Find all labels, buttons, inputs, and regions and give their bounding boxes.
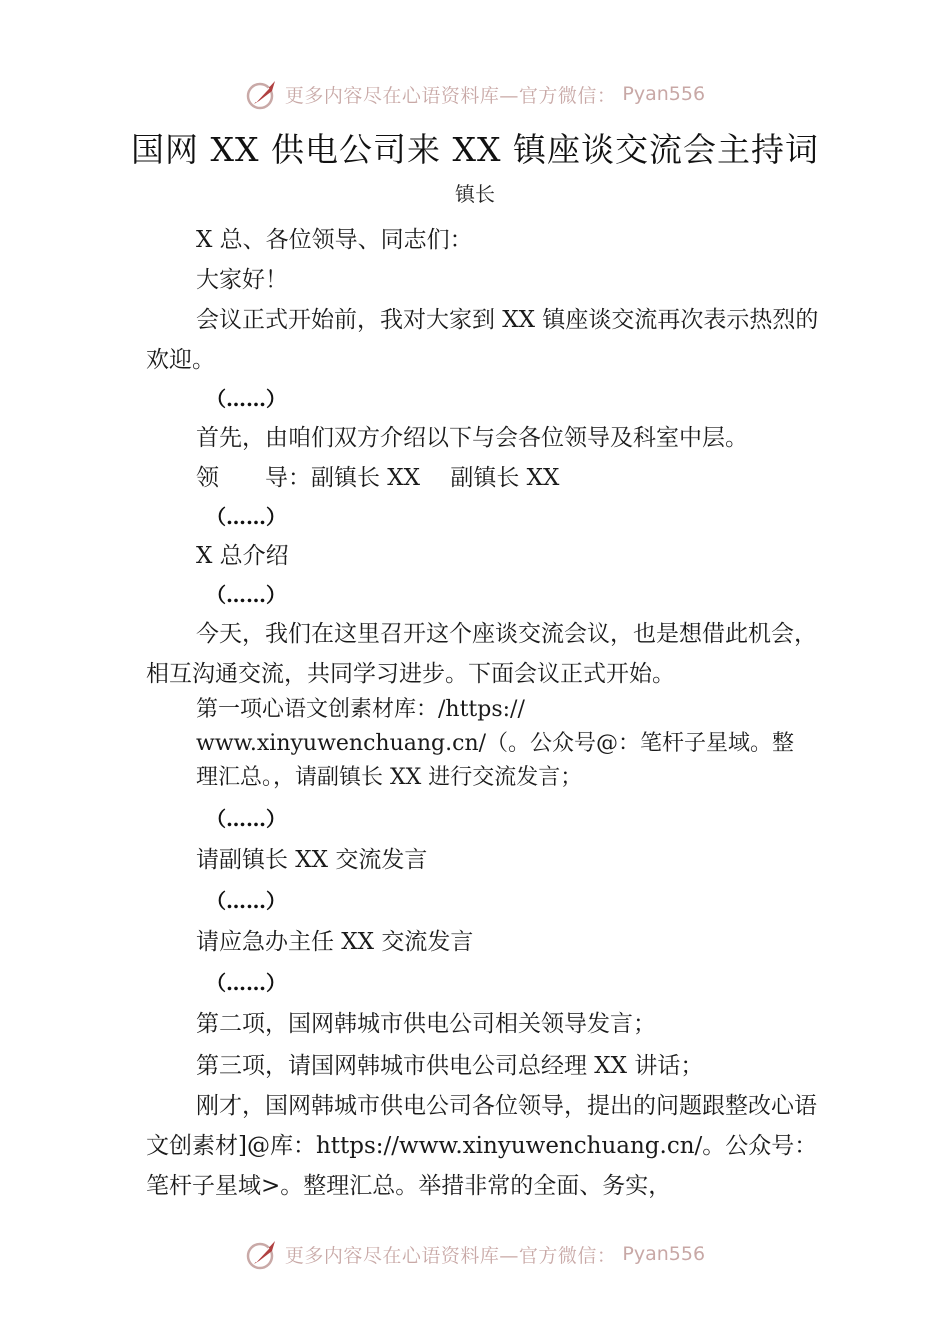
ellipsis-line: （……） bbox=[206, 889, 286, 913]
closing-paragraph: 刚才，国网韩城市供电公司各位领导，提出的问题跟整改心语文创素材]@库：https://www.xinyuwenchuang.cn/。公众号：笔杆子星域>。整理汇总。举措非常的全面、务实， bbox=[146, 1093, 818, 1199]
today-paragraph: 今天，我们在这里召开这个座谈交流会议，也是想借此机会，相互沟通交流，共同学习进步。下面会议正式开始。 bbox=[146, 621, 817, 687]
hello-line: 大家好！ bbox=[196, 267, 288, 293]
ellipsis-line: （……） bbox=[206, 505, 286, 529]
watermark-wechat-id: Pyan556 bbox=[622, 83, 706, 105]
document-author: 镇长 bbox=[455, 182, 495, 206]
item2-line: 第二项，国网韩城市供电公司相关领导发言； bbox=[196, 1011, 656, 1037]
header-watermark-banner bbox=[0, 72, 950, 116]
item1-line-a: 第一项心语文创素材库：/https:// bbox=[196, 697, 525, 722]
ellipsis-line: （……） bbox=[206, 971, 286, 995]
watermark-text: 更多内容尽在心语资料库—官方微信： bbox=[284, 84, 617, 107]
footer-watermark-banner bbox=[0, 1232, 950, 1276]
welcome-paragraph: 会议正式开始前，我对大家到 XX 镇座谈交流再次表示热烈的欢迎。 bbox=[146, 307, 819, 373]
document-title: 国网 XX 供电公司来 XX 镇座谈交流会主持词 bbox=[131, 130, 819, 169]
intro-line: 首先，由咱们双方介绍以下与会各位领导及科室中层。 bbox=[196, 425, 748, 451]
watermark-wechat-id: Pyan556 bbox=[622, 1243, 706, 1265]
quill-pen-seal-icon bbox=[245, 1237, 279, 1271]
greeting-line: X 总、各位领导、同志们： bbox=[196, 227, 473, 253]
x-intro-line: X 总介绍 bbox=[196, 543, 289, 569]
watermark-text: 更多内容尽在心语资料库—官方微信： bbox=[284, 1244, 617, 1267]
vice-mayor-line: 请副镇长 XX 交流发言 bbox=[196, 847, 428, 873]
emergency-office-line: 请应急办主任 XX 交流发言 bbox=[196, 929, 474, 955]
item1-line-b: www.xinyuwenchuang.cn/（。公众号@：笔杆子星域。整 bbox=[196, 731, 795, 756]
ellipsis-line: （……） bbox=[206, 583, 286, 607]
ellipsis-line: （……） bbox=[206, 387, 286, 411]
quill-pen-seal-icon bbox=[245, 77, 279, 111]
item3-line: 第三项，请国网韩城市供电公司总经理 XX 讲话； bbox=[196, 1053, 704, 1079]
document-body bbox=[146, 220, 822, 1206]
ellipsis-line: （……） bbox=[206, 807, 286, 831]
leaders-line: 领 导：副镇长 XX 副镇长 XX bbox=[196, 465, 560, 491]
item1-line-c: 理汇总。，请副镇长 XX 进行交流发言； bbox=[196, 765, 583, 790]
